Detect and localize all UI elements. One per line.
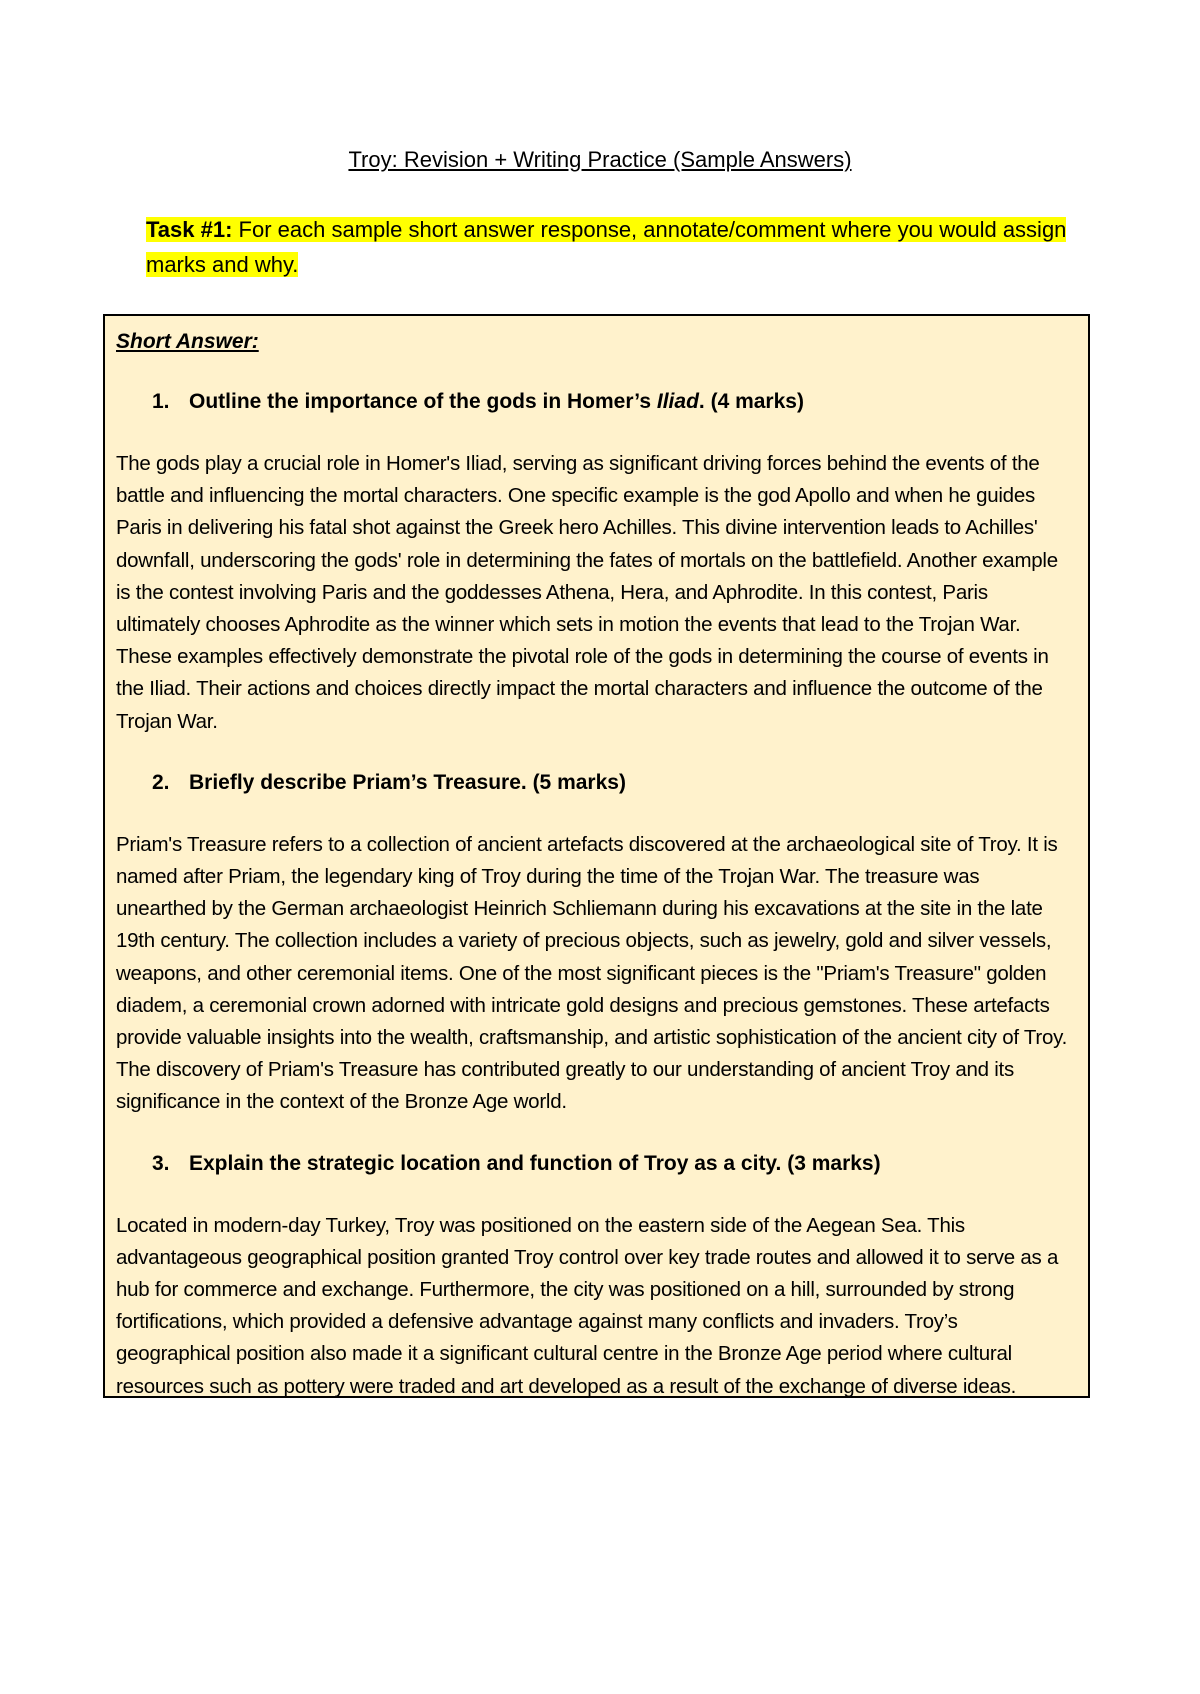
short-answer-heading: Short Answer:	[116, 330, 259, 353]
question-prompt: Briefly describe Priam’s Treasure. (5 marks)	[189, 770, 626, 794]
task-label: Task #1:	[146, 217, 233, 242]
task-instruction	[146, 212, 1076, 282]
question-prompt-text: Outline the importance of the gods in Homer’s	[189, 390, 657, 413]
question-prompt-marks: . (4 marks)	[698, 390, 804, 413]
question-prompt: Explain the strategic location and function of Troy as a city. (3 marks)	[189, 1151, 881, 1175]
question-3	[116, 1150, 1073, 1178]
question-prompt-emphasis: Iliad	[656, 390, 699, 413]
question-number: 2.	[152, 770, 170, 794]
question-2	[116, 769, 1073, 797]
question-number: 1.	[152, 390, 170, 413]
task-text: For each sample short answer response, annotate/comment where you would assign marks and why.	[146, 217, 1067, 277]
answer-2: Priam's Treasure refers to a collection of ancient artefacts discovered at the archaeological site of Troy. It is named after Priam, the legendary king of Troy during the time of the Trojan War. The treasure was unearthed by the German archaeologist Heinrich Schliemann during his excavations at the site in the late 19th century. The collection includes a variety of precious objects, such as jewelry, gold and silver vessels, weapons, and other ceremonial items. One of the most significant pieces is the "Priam's Treasure" golden diadem, a ceremonial crown adorned with intricate gold designs and precious gemstones. These artefacts provide valuable insights into the wealth, craftsmanship, and artistic sophistication of the ancient city of Troy. The discovery of Priam's Treasure has contributed greatly to our understanding of ancient Troy and its significance in the context of the Bronze Age world.	[116, 832, 1068, 1114]
question-prompt	[189, 388, 804, 416]
short-answer-box	[103, 314, 1090, 1398]
answer-3: Located in modern-day Turkey, Troy was positioned on the eastern side of the Aegean Sea. This advantageous geographical position granted Troy control over key trade routes and allowed it to serve as a hub for commerce and exchange. Furthermore, the city was positioned on a hill, surrounded by strong fortifications, which provided a defensive advantage against many conflicts and invaders. Troy’s geographical position also made it a significant cultural centre in the Bronze Age period where cultural resources such as pottery were traded and art developed as a result of the exchange of diverse ideas.	[116, 1213, 1059, 1398]
answer-1: The gods play a crucial role in Homer's Iliad, serving as significant driving forces behind the events of the battle and influencing the mortal characters. One specific example is the god Apollo and when he guides Paris in delivering his fatal shot against the Greek hero Achilles. This divine intervention leads to Achilles' downfall, underscoring the gods' role in determining the fates of mortals on the battlefield. Another example is the contest involving Paris and the goddesses Athena, Hera, and Aphrodite. In this contest, Paris ultimately chooses Aphrodite as the winner which sets in motion the events that lead to the Trojan War. These examples effectively demonstrate the pivotal role of the gods in determining the course of events in the Iliad. Their actions and choices directly impact the mortal characters and influence the outcome of the Trojan War.	[116, 452, 1058, 733]
task-highlight	[146, 217, 1066, 277]
question-1	[116, 388, 1073, 416]
page-title: Troy: Revision + Writing Practice (Sample Answers)	[348, 147, 852, 172]
question-number: 3.	[152, 1151, 170, 1175]
